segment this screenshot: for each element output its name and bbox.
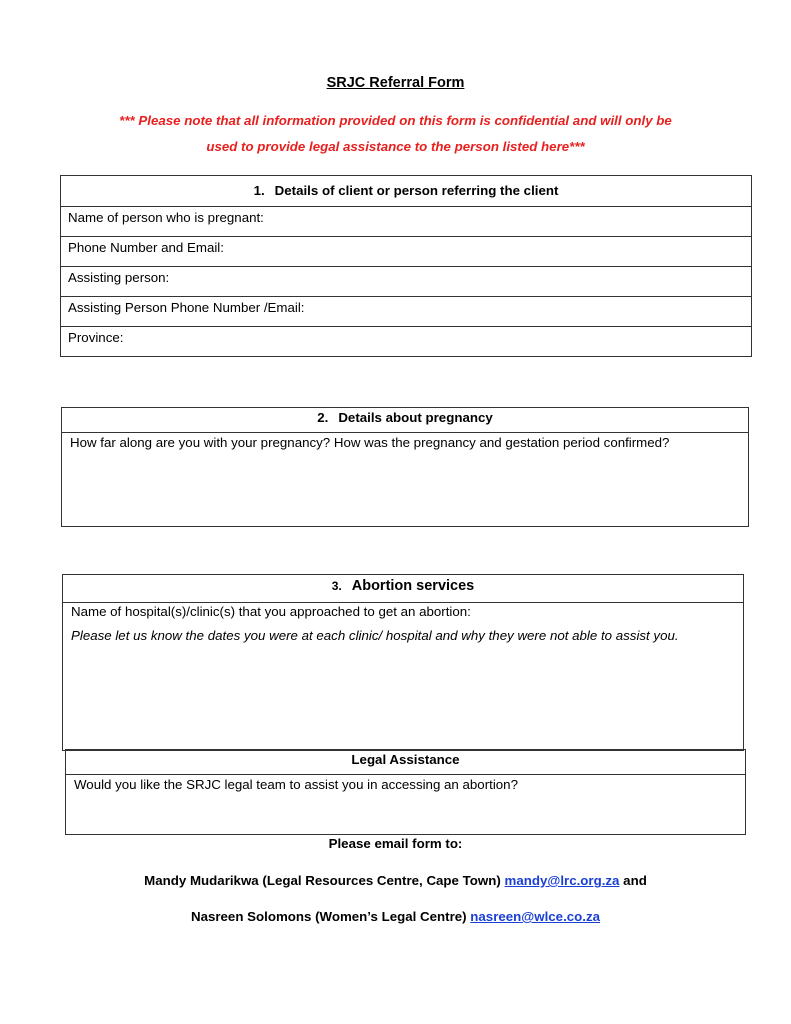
section-1-number: 1.: [253, 183, 265, 198]
contact-line-1: [0, 873, 791, 888]
section-2-heading: Details about pregnancy: [338, 410, 493, 425]
section-client-details: [60, 175, 752, 357]
section-2-header: [62, 408, 748, 433]
legal-assistance-question[interactable]: Would you like the SRJC legal team to assist you in accessing an abortion?: [74, 777, 518, 792]
section-pregnancy-details: [61, 407, 749, 527]
field-pregnant-person-name[interactable]: Name of person who is pregnant:: [61, 207, 751, 237]
contact-1-name: Mandy Mudarikwa (Legal Resources Centre, Cape Town): [144, 873, 501, 888]
pregnancy-question[interactable]: How far along are you with your pregnancy? How was the pregnancy and gestation period confirmed?: [70, 435, 670, 450]
contact-2-name: Nasreen Solomons (Women’s Legal Centre): [190, 909, 467, 924]
contact-line-2: [0, 909, 791, 924]
abortion-services-note: Please let us know the dates you were at each clinic/ hospital and why they were not able to assist you.: [71, 628, 679, 643]
section-abortion-services: [62, 574, 744, 751]
field-assisting-person-contact[interactable]: Assisting Person Phone Number /Email:: [61, 297, 751, 327]
section-3-number: 3.: [331, 579, 342, 593]
section-legal-assistance: [65, 749, 746, 835]
legal-assistance-header: [66, 750, 745, 775]
section-3-heading: Abortion services: [351, 578, 475, 594]
contact-2-email-link[interactable]: nasreen@wlce.co.za: [470, 909, 601, 924]
legal-assistance-heading: Legal Assistance: [351, 752, 460, 767]
abortion-services-question[interactable]: Name of hospital(s)/clinic(s) that you approached to get an abortion:: [71, 604, 471, 619]
section-1-heading: Details of client or person referring the client: [274, 183, 559, 198]
field-assisting-person[interactable]: Assisting person:: [61, 267, 751, 297]
field-province[interactable]: Province:: [68, 330, 124, 345]
contact-1-suffix: and: [623, 873, 647, 888]
field-phone-email[interactable]: Phone Number and Email:: [61, 237, 751, 267]
section-3-header: [63, 575, 743, 603]
email-instruction: Please email form to:: [328, 836, 463, 851]
section-1-header: [61, 176, 751, 207]
confidential-notice-line-2: used to provide legal assistance to the person listed here***: [206, 139, 585, 154]
confidential-notice-line-1: *** Please note that all information provided on this form is confidential and will only be: [119, 113, 672, 128]
section-2-number: 2.: [317, 410, 329, 425]
contact-1-email-link[interactable]: mandy@lrc.org.za: [504, 873, 620, 888]
form-title: SRJC Referral Form: [326, 75, 465, 91]
